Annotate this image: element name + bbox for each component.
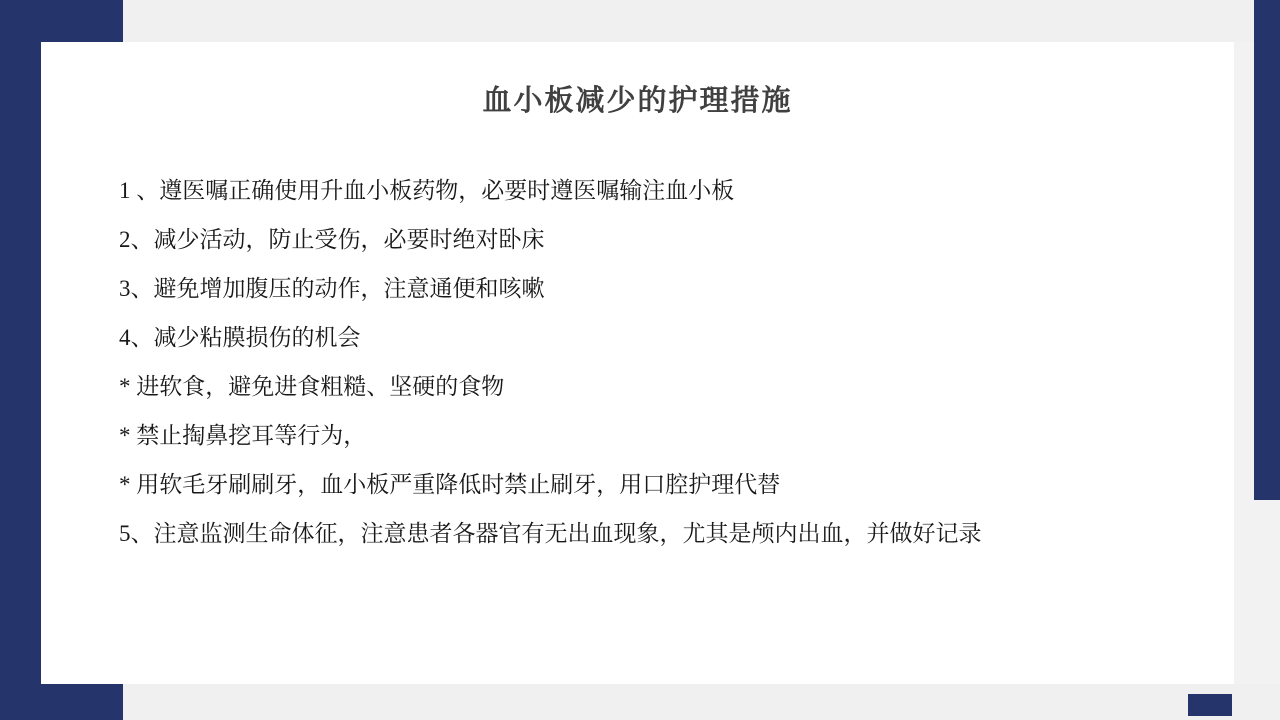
content-card xyxy=(41,42,1234,684)
list-item: * 用软毛牙刷刷牙，血小板严重降低时禁止刷牙，用口腔护理代替 xyxy=(119,472,781,497)
corner-accent-square xyxy=(1188,694,1232,716)
list-item: 3、避免增加腹压的动作，注意通便和咳嗽 xyxy=(119,276,545,301)
list-item: * 进软食，避免进食粗糙、坚硬的食物 xyxy=(119,374,505,399)
list-item: 4、减少粘膜损伤的机会 xyxy=(119,325,361,350)
content-list xyxy=(119,166,1194,558)
top-strip xyxy=(123,0,1280,42)
page-title: 血小板减少的护理措施 xyxy=(482,83,793,117)
list-item: 1 、遵医嘱正确使用升血小板药物，必要时遵医嘱输注血小板 xyxy=(119,178,735,203)
list-item: 2、减少活动，防止受伤，必要时绝对卧床 xyxy=(119,227,545,252)
bottom-strip xyxy=(123,684,1280,720)
right-accent-band xyxy=(1254,0,1280,500)
list-item: 5、注意监测生命体征，注意患者各器官有无出血现象，尤其是颅内出血，并做好记录 xyxy=(119,521,982,546)
list-item: * 禁止掏鼻挖耳等行为， xyxy=(119,423,367,448)
